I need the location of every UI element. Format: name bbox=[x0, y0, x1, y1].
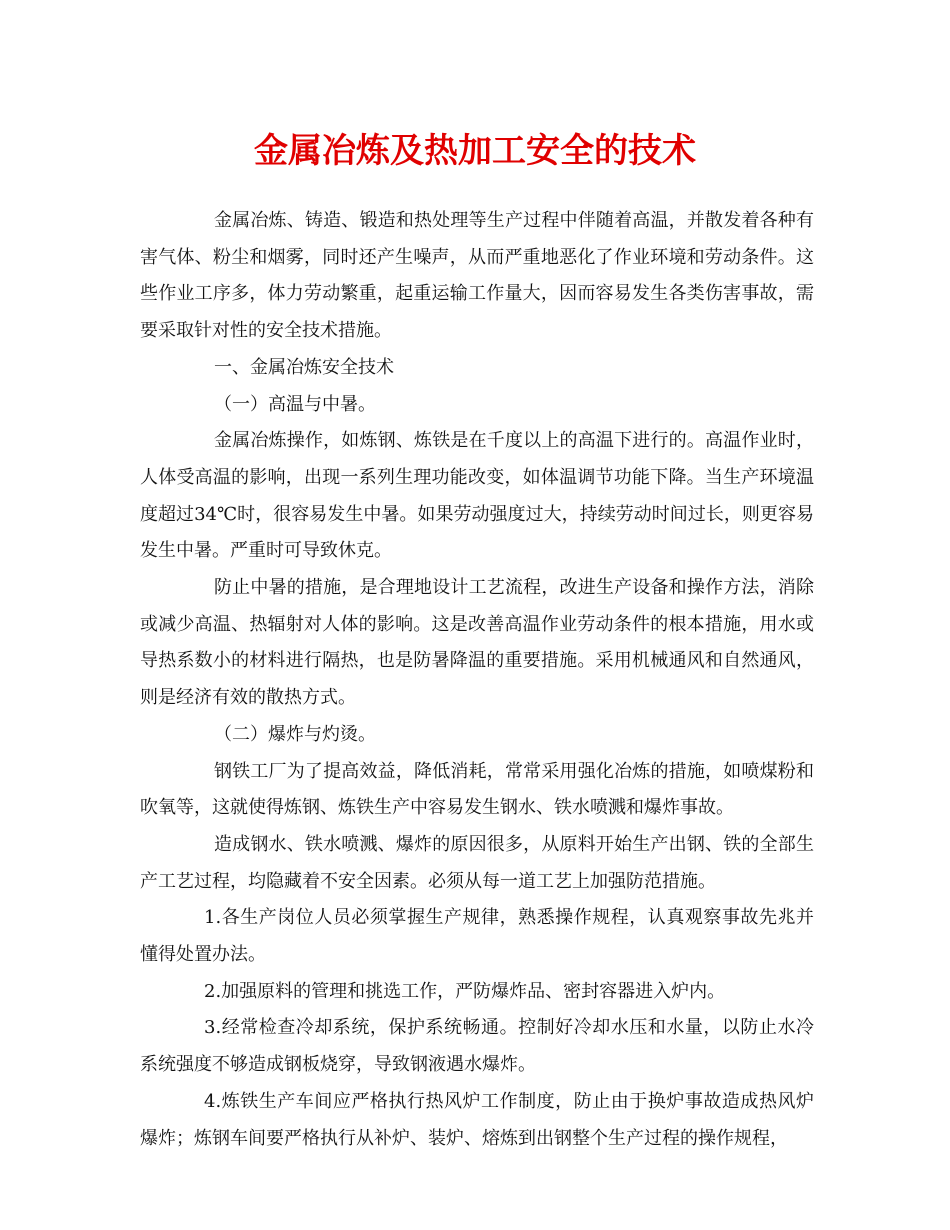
list-item: 2.加强原料的管理和挑选工作，严防爆炸品、密封容器进入炉内。 bbox=[204, 980, 726, 1002]
document-body bbox=[140, 203, 814, 1157]
paragraph: 防止中暑的措施，是合理地设计工艺流程，改进生产设备和操作方法，消除或减少高温、热辐射对人体的影响。这是改善高温作业劳动条件的根本措施，用水或导热系数小的材料进行隔热，也是防暑降温的重要措施。采用机械通风和自然通风，则是经济有效的散热方式。 bbox=[140, 577, 814, 709]
section-heading: 一、金属冶炼安全技术 bbox=[214, 356, 394, 378]
paragraph: 金属冶炼操作，如炼钢、炼铁是在千度以上的高温下进行的。高温作业时，人体受高温的影响，出现一系列生理功能改变，如体温调节功能下降。当生产环境温度超过34℃时，很容易发生中暑。如果劳动强度过大，持续劳动时间过长，则更容易发生中暑。严重时可导致休克。 bbox=[140, 430, 814, 562]
subsection-heading: （一）高温与中暑。 bbox=[214, 393, 376, 415]
intro-paragraph: 金属冶炼、铸造、锻造和热处理等生产过程中伴随着高温，并散发着各种有害气体、粉尘和烟雾，同时还产生噪声，从而严重地恶化了作业环境和劳动条件。这些作业工序多，体力劳动繁重，起重运输工作量大，因而容易发生各类伤害事故，需要采取针对性的安全技术措施。 bbox=[140, 210, 814, 342]
paragraph: 钢铁工厂为了提高效益，降低消耗，常常采用强化冶炼的措施，如喷煤粉和吹氧等，这就使得炼钢、炼铁生产中容易发生钢水、铁水喷溅和爆炸事故。 bbox=[140, 760, 814, 819]
document-title: 金属冶炼及热加工安全的技术 bbox=[254, 131, 696, 171]
paragraph: 造成钢水、铁水喷溅、爆炸的原因很多，从原料开始生产出钢、铁的全部生产工艺过程，均隐藏着不安全因素。必须从每一道工艺上加强防范措施。 bbox=[140, 833, 814, 892]
list-item: 1.各生产岗位人员必须掌握生产规律，熟悉操作规程，认真观察事故先兆并懂得处置办法。 bbox=[140, 907, 814, 966]
subsection-heading: （二）爆炸与灼烫。 bbox=[214, 723, 376, 745]
list-item: 3.经常检查冷却系统，保护系统畅通。控制好冷却水压和水量，以防止水冷系统强度不够造成钢板烧穿，导致钢液遇水爆炸。 bbox=[140, 1017, 814, 1076]
list-item: 4.炼铁生产车间应严格执行热风炉工作制度，防止由于换炉事故造成热风炉爆炸；炼钢车间要严格执行从补炉、装炉、熔炼到出钢整个生产过程的操作规程， bbox=[140, 1090, 814, 1149]
